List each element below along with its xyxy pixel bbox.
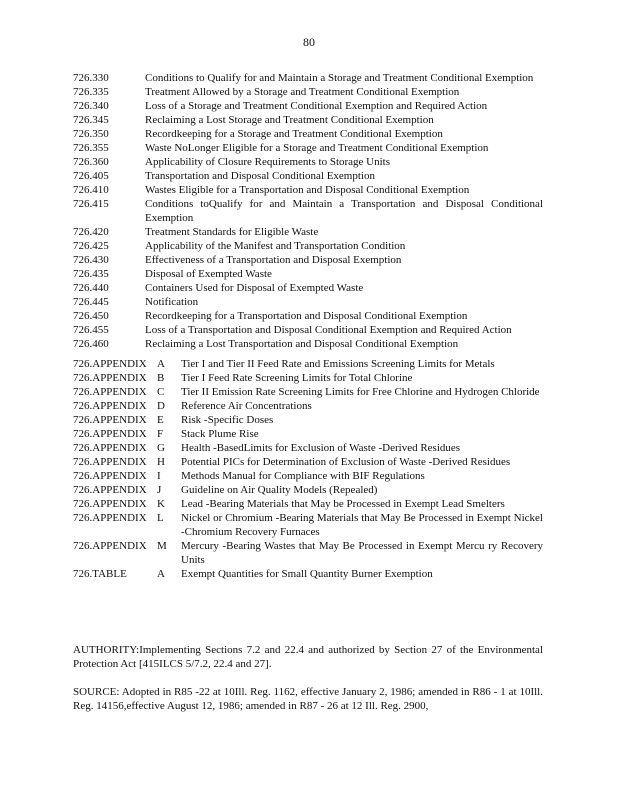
section-title: Applicability of the Manifest and Transportation Condition — [145, 240, 406, 252]
appendix-row — [73, 539, 543, 567]
toc-row — [73, 71, 543, 85]
section-number: 726.405 — [73, 170, 109, 182]
appendix-letter: I — [157, 470, 161, 482]
appendix-label: 726.APPENDIX — [73, 456, 147, 468]
section-number: 726.330 — [73, 72, 109, 84]
appendix-row — [73, 385, 543, 399]
appendix-label: 726.APPENDIX — [73, 484, 147, 496]
appendix-label: 726.APPENDIX — [73, 498, 147, 510]
appendix-label: 726.APPENDIX — [73, 540, 147, 552]
section-number: 726.350 — [73, 128, 109, 140]
toc-row — [73, 267, 543, 281]
appendix-title: Lead -Bearing Materials that May be Processed in Exempt Lead Smelters — [181, 498, 505, 510]
appendix-label: 726.APPENDIX — [73, 386, 147, 398]
appendix-title: Potential PICs for Determination of Exclusion of Waste -Derived Residues — [181, 456, 511, 468]
appendix-label: 726.APPENDIX — [73, 512, 147, 524]
toc-row — [73, 323, 543, 337]
appendix-row — [73, 371, 543, 385]
section-title: Containers Used for Disposal of Exempted Waste — [145, 282, 364, 294]
table-row — [73, 567, 543, 581]
section-number: 726.335 — [73, 86, 109, 98]
appendix-letter: B — [157, 372, 165, 384]
section-number: 726.415 — [73, 198, 109, 210]
toc-row — [73, 225, 543, 239]
appendix-row — [73, 497, 543, 511]
appendix-label: 726.APPENDIX — [73, 470, 147, 482]
toc-row — [73, 183, 543, 197]
section-title: Effectiveness of a Transportation and Disposal Exemption — [145, 254, 402, 266]
section-number: 726.425 — [73, 240, 109, 252]
appendix-title: Tier I Feed Rate Screening Limits for Total Chlorine — [181, 372, 413, 384]
section-title: Conditions toQualify for and Maintain a Transportation and Disposal Conditional Exemption — [145, 198, 543, 224]
appendix-row — [73, 399, 543, 413]
section-number: 726.355 — [73, 142, 109, 154]
appendix-letter: D — [157, 400, 165, 412]
appendix-label: 726.APPENDIX — [73, 428, 147, 440]
appendix-row — [73, 427, 543, 441]
section-title: Recordkeeping for a Storage and Treatment Conditional Exemption — [145, 128, 443, 140]
section-title: Treatment Standards for Eligible Waste — [145, 226, 319, 238]
table-letter: A — [157, 568, 165, 580]
section-number: 726.435 — [73, 268, 109, 280]
appendix-row — [73, 357, 543, 371]
toc-row — [73, 239, 543, 253]
appendix-letter: H — [157, 456, 165, 468]
appendix-letter: K — [157, 498, 165, 510]
section-title: Waste NoLonger Eligible for a Storage and Treatment Conditional Exemption — [145, 142, 489, 154]
table-title: Exempt Quantities for Small Quantity Burner Exemption — [181, 568, 433, 580]
section-title: Wastes Eligible for a Transportation and Disposal Conditional Exemption — [145, 184, 470, 196]
appendix-row — [73, 441, 543, 455]
appendix-label: 726.APPENDIX — [73, 358, 147, 370]
appendix-letter: G — [157, 442, 165, 454]
appendix-label: 726.APPENDIX — [73, 442, 147, 454]
appendix-letter: A — [157, 358, 165, 370]
section-number: 726.420 — [73, 226, 109, 238]
appendix-letter: L — [157, 512, 164, 524]
section-title: Notification — [145, 296, 199, 308]
table-of-contents — [73, 71, 543, 581]
appendix-row — [73, 469, 543, 483]
appendix-title: Risk -Specific Doses — [181, 414, 274, 426]
section-title: Disposal of Exempted Waste — [145, 268, 272, 280]
appendix-letter: E — [157, 414, 164, 426]
table-label: 726.TABLE — [73, 568, 127, 580]
appendix-label: 726.APPENDIX — [73, 400, 147, 412]
appendix-title: Nickel or Chromium -Bearing Materials that May Be Processed in Exempt Nickel -Chromium Recovery Furnaces — [181, 512, 543, 538]
toc-row — [73, 197, 543, 225]
appendix-title: Tier I and Tier II Feed Rate and Emissions Screening Limits for Metals — [181, 358, 495, 370]
toc-row — [73, 141, 543, 155]
section-number: 726.455 — [73, 324, 109, 336]
section-number: 726.450 — [73, 310, 109, 322]
section-title: Applicability of Closure Requirements to Storage Units — [145, 156, 391, 168]
source-paragraph: SOURCE: Adopted in R85 -22 at 10Ill. Reg. 1162, effective January 2, 1986; amended in R86 - 1 at 10Ill. Reg. 14156,effective August 12, 1986; amended in R87 - 26 at 12 Ill. Reg. 2900, — [73, 686, 543, 712]
section-number: 726.340 — [73, 100, 109, 112]
appendix-title: Guideline on Air Quality Models (Repealed) — [181, 484, 378, 496]
toc-row — [73, 169, 543, 183]
appendix-letter: F — [157, 428, 164, 440]
section-number: 726.460 — [73, 338, 109, 350]
appendix-letter: M — [157, 540, 167, 552]
section-title: Reclaiming a Lost Transportation and Disposal Conditional Exemption — [145, 338, 459, 350]
section-number: 726.410 — [73, 184, 109, 196]
section-title: Conditions to Qualify for and Maintain a Storage and Treatment Conditional Exemption — [145, 72, 534, 84]
appendix-row — [73, 483, 543, 497]
section-number: 726.430 — [73, 254, 109, 266]
toc-row — [73, 85, 543, 99]
toc-row — [73, 155, 543, 169]
section-title: Loss of a Transportation and Disposal Conditional Exemption and Required Action — [145, 324, 512, 336]
section-title: Loss of a Storage and Treatment Conditional Exemption and Required Action — [145, 100, 488, 112]
appendix-letter: J — [157, 484, 162, 496]
appendix-title: Mercury -Bearing Wastes that May Be Processed in Exempt Mercu ry Recovery Units — [181, 540, 543, 566]
appendix-title: Tier II Emission Rate Screening Limits for Free Chlorine and Hydrogen Chloride — [181, 386, 540, 398]
toc-row — [73, 113, 543, 127]
page-number: 80 — [303, 35, 315, 49]
toc-row — [73, 281, 543, 295]
section-title: Treatment Allowed by a Storage and Treatment Conditional Exemption — [145, 86, 460, 98]
toc-row — [73, 337, 543, 351]
appendix-letter: C — [157, 386, 165, 398]
toc-row — [73, 99, 543, 113]
section-number: 726.445 — [73, 296, 109, 308]
section-title: Reclaiming a Lost Storage and Treatment Conditional Exemption — [145, 114, 434, 126]
appendix-row — [73, 455, 543, 469]
appendix-label: 726.APPENDIX — [73, 414, 147, 426]
section-number: 726.360 — [73, 156, 109, 168]
section-title: Recordkeeping for a Transportation and Disposal Conditional Exemption — [145, 310, 468, 322]
appendix-row — [73, 413, 543, 427]
appendix-title: Health -BasedLimits for Exclusion of Waste -Derived Residues — [181, 442, 461, 454]
appendix-row — [73, 511, 543, 539]
toc-row — [73, 127, 543, 141]
toc-row — [73, 253, 543, 267]
appendix-title: Methods Manual for Compliance with BIF Regulations — [181, 470, 425, 482]
section-title: Transportation and Disposal Conditional Exemption — [145, 170, 375, 182]
section-number: 726.345 — [73, 114, 109, 126]
section-number: 726.440 — [73, 282, 109, 294]
toc-row — [73, 309, 543, 323]
toc-row — [73, 295, 543, 309]
appendix-title: Stack Plume Rise — [181, 428, 259, 440]
authority-paragraph: AUTHORITY:Implementing Sections 7.2 and 22.4 and authorized by Section 27 of the Environmental Protection Act [415ILCS 5/7.2, 22.4 and 27]. — [73, 644, 543, 670]
appendix-title: Reference Air Concentrations — [181, 400, 312, 412]
appendix-label: 726.APPENDIX — [73, 372, 147, 384]
